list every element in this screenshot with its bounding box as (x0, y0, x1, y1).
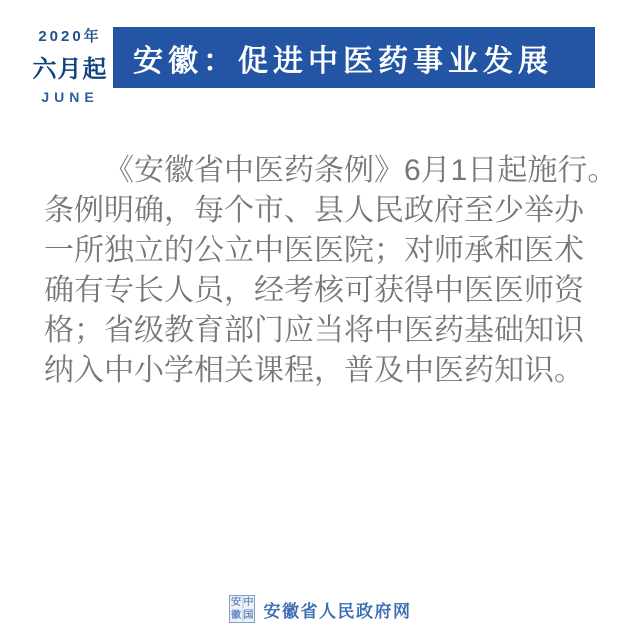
body-line: 格；省级教育部门应当将中医药基础知识 (44, 314, 584, 347)
anhui-china-seal-icon (229, 595, 255, 623)
seal-char: 安 (230, 596, 241, 608)
body-line: 确有专长人员，经考核可获得中医医师资 (44, 274, 584, 307)
date-block (28, 25, 112, 105)
site-name: 安徽省人民政府网 (263, 601, 412, 621)
footer (0, 595, 640, 623)
body-line: 条例明确，每个市、县人民政府至少举办 (44, 194, 584, 227)
date-month: 六月起 (32, 56, 108, 83)
body-paragraph (44, 151, 624, 391)
title-banner (113, 27, 595, 88)
body-line: 纳入中小学相关课程，普及中医药知识。 (44, 354, 584, 387)
body-line: 一所独立的公立中医医院；对师承和医术 (44, 234, 584, 267)
date-year: 2020年 (38, 28, 102, 45)
seal-char: 中 (242, 596, 254, 608)
page-title: 安徽：促进中医药事业发展 (133, 44, 553, 78)
seal-char: 国 (242, 609, 254, 621)
date-month-english: JUNE (41, 89, 99, 105)
body-line: 《安徽省中医药条例》6月1日起施行。 (104, 154, 618, 187)
seal-char: 徽 (230, 609, 241, 621)
